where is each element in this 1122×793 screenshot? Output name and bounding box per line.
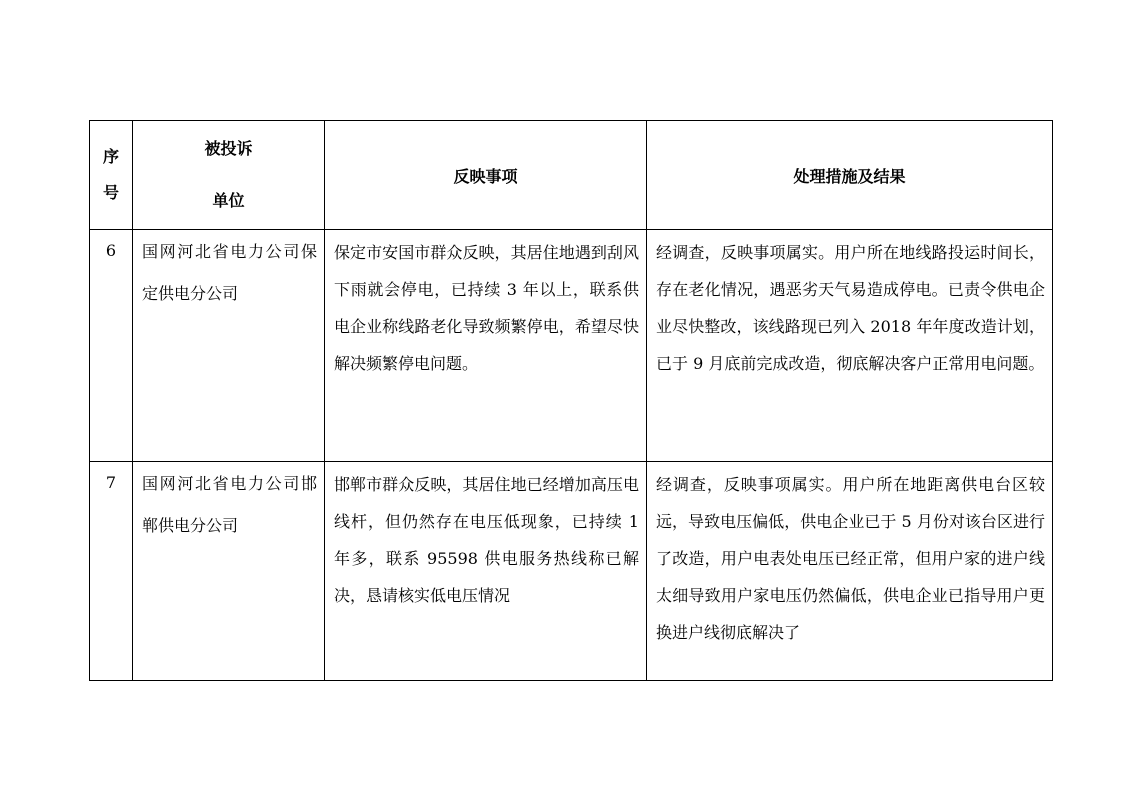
row-result: 经调查，反映事项属实。用户所在地距离供电台区较远，导致电压偏低，供电企业已于 5 月份对该台区进行了改造，用户电表处电压已经正常，但用户家的进户线太细导致用户家电压仍然偏低，供电企业已指导用户更换进户线彻底解决了 — [647, 462, 1053, 681]
row-unit: 国网河北省电力公司保定供电分公司 — [133, 230, 325, 462]
row-number: 7 — [90, 462, 133, 681]
table-header-row — [90, 121, 1053, 230]
header-seq-line2: 号 — [102, 183, 119, 202]
header-unit — [133, 121, 325, 230]
complaints-table — [89, 120, 1053, 681]
table-row — [90, 230, 1053, 462]
header-seq-line1: 序 — [102, 147, 119, 166]
row-number: 6 — [90, 230, 133, 462]
row-issue: 邯郸市群众反映，其居住地已经增加高压电线杆，但仍然存在电压低现象，已持续 1 年多，联系 95598 供电服务热线称已解决，恳请核实低电压情况 — [325, 462, 647, 681]
header-unit-line2: 单位 — [212, 191, 245, 210]
row-result: 经调查，反映事项属实。用户所在地线路投运时间长，存在老化情况，遇恶劣天气易造成停电。已责令供电企业尽快整改，该线路现已列入 2018 年年度改造计划，已于 9 月底前完成改造，彻底解决客户正常用电问题。 — [647, 230, 1053, 462]
header-seq — [90, 121, 133, 230]
header-result: 处理措施及结果 — [647, 121, 1053, 230]
row-issue: 保定市安国市群众反映，其居住地遇到刮风下雨就会停电，已持续 3 年以上，联系供电企业称线路老化导致频繁停电，希望尽快解决频繁停电问题。 — [325, 230, 647, 462]
header-issue: 反映事项 — [325, 121, 647, 230]
header-unit-line1: 被投诉 — [204, 139, 253, 158]
table-row — [90, 462, 1053, 681]
row-unit: 国网河北省电力公司邯郸供电分公司 — [133, 462, 325, 681]
